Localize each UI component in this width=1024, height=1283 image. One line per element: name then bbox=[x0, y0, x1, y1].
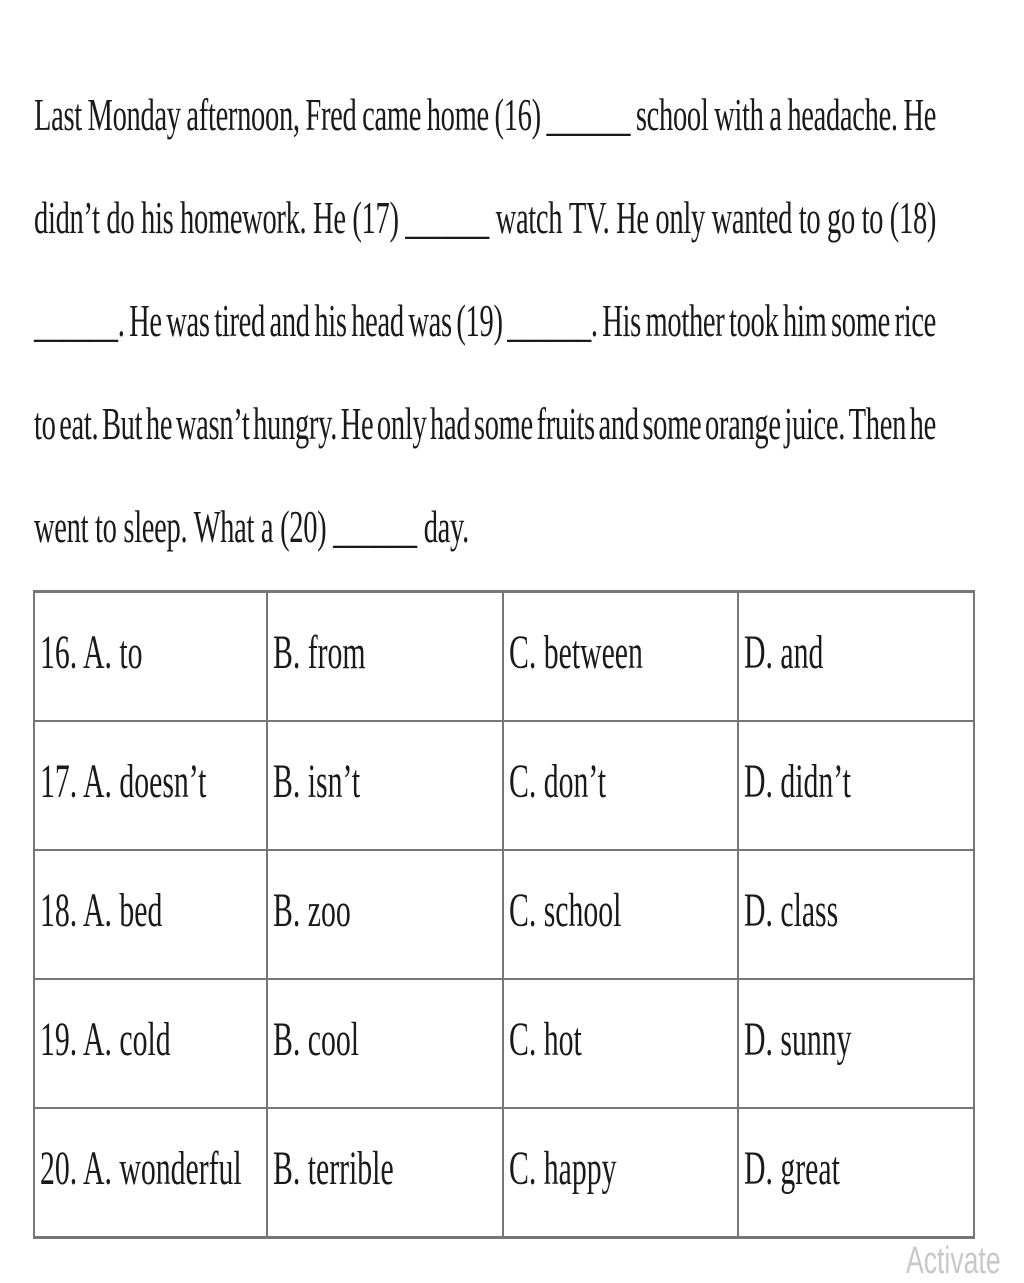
passage-word: homework. bbox=[180, 192, 307, 243]
passage-word: only bbox=[655, 192, 705, 243]
passage-word: him bbox=[783, 295, 827, 346]
table-row bbox=[34, 850, 974, 979]
passage-word: juice. bbox=[784, 398, 846, 449]
option-cell bbox=[34, 592, 267, 722]
passage-word: with bbox=[714, 89, 764, 140]
passage-word: (16) bbox=[494, 89, 541, 140]
option-cell bbox=[267, 979, 503, 1108]
passage-line-2 bbox=[34, 183, 936, 286]
passage-word: Monday bbox=[87, 89, 181, 140]
option-cell bbox=[34, 979, 267, 1108]
passage-line-5: went to sleep. What a (20) ______ day. bbox=[34, 501, 469, 552]
table-row bbox=[34, 979, 974, 1108]
passage-word: rice bbox=[894, 295, 937, 346]
passage-word: some bbox=[642, 398, 702, 449]
passage-word: eat. bbox=[59, 398, 99, 449]
option-text: 18. A. bed bbox=[40, 883, 163, 937]
option-text: D. class bbox=[744, 883, 839, 937]
option-text: C. between bbox=[509, 625, 643, 679]
option-text: 17. A. doesn’t bbox=[40, 754, 207, 808]
option-cell bbox=[738, 592, 974, 722]
option-cell bbox=[267, 850, 503, 979]
passage-word: watch bbox=[495, 192, 563, 243]
option-cell bbox=[34, 850, 267, 979]
option-text: B. terrible bbox=[273, 1141, 394, 1195]
passage-word: fruits bbox=[536, 398, 595, 449]
option-cell bbox=[503, 850, 738, 979]
passage-word: mother bbox=[645, 295, 725, 346]
passage-word: some bbox=[831, 295, 890, 346]
passage-line-3 bbox=[34, 286, 936, 389]
passage-word: he bbox=[909, 398, 936, 449]
passage-word: a bbox=[769, 89, 782, 140]
passage-word: head bbox=[351, 295, 404, 346]
passage-word: ______ bbox=[546, 89, 631, 140]
passage-word: his bbox=[141, 192, 174, 243]
option-cell bbox=[503, 721, 738, 850]
passage-word: took bbox=[728, 295, 779, 346]
option-cell bbox=[267, 1108, 503, 1238]
option-text: D. sunny bbox=[744, 1012, 852, 1066]
option-text: D. great bbox=[744, 1141, 840, 1195]
option-cell bbox=[503, 979, 738, 1108]
passage-word: He bbox=[616, 192, 649, 243]
option-cell bbox=[267, 721, 503, 850]
option-cell bbox=[738, 979, 974, 1108]
passage-word: He bbox=[129, 295, 162, 346]
passage-word: to bbox=[861, 192, 884, 243]
passage-word: orange bbox=[704, 398, 781, 449]
option-text: 16. A. to bbox=[40, 625, 143, 679]
passage-word: wanted bbox=[711, 192, 793, 243]
option-cell bbox=[267, 592, 503, 722]
option-cell bbox=[503, 1108, 738, 1238]
passage-word: But bbox=[101, 398, 143, 449]
table-row bbox=[34, 721, 974, 850]
passage-word: Last bbox=[34, 89, 82, 140]
passage-word: home bbox=[426, 89, 489, 140]
option-cell bbox=[738, 1108, 974, 1238]
option-cell bbox=[34, 1108, 267, 1238]
option-cell bbox=[503, 592, 738, 722]
passage-word: was bbox=[408, 295, 452, 346]
passage-word: headache. bbox=[787, 89, 898, 140]
passage-word: came bbox=[362, 89, 422, 140]
passage-word: TV. bbox=[568, 192, 610, 243]
passage-word: Then bbox=[848, 398, 907, 449]
option-text: D. and bbox=[744, 625, 824, 679]
option-text: B. zoo bbox=[273, 883, 351, 937]
option-text: C. don’t bbox=[509, 754, 607, 808]
passage-line-4 bbox=[34, 389, 936, 492]
passage-word: to bbox=[798, 192, 821, 243]
option-cell bbox=[738, 721, 974, 850]
passage-word: He bbox=[340, 398, 374, 449]
reading-passage bbox=[34, 80, 936, 595]
option-text: B. cool bbox=[273, 1012, 359, 1066]
option-text: 19. A. cold bbox=[40, 1012, 171, 1066]
passage-line-1 bbox=[34, 80, 936, 183]
passage-word: had bbox=[430, 398, 471, 449]
passage-word: ______ bbox=[405, 192, 490, 243]
option-text: B. from bbox=[273, 625, 366, 679]
passage-word: and bbox=[269, 295, 310, 346]
passage-word: His bbox=[602, 295, 641, 346]
passage-word: wasn’t bbox=[175, 398, 250, 449]
option-text: 20. A. wonderful bbox=[40, 1141, 242, 1195]
passage-word: He bbox=[313, 192, 346, 243]
option-text: C. happy bbox=[509, 1141, 617, 1195]
passage-word: do bbox=[106, 192, 135, 243]
option-text: C. hot bbox=[509, 1012, 582, 1066]
passage-word: afternoon, bbox=[186, 89, 300, 140]
passage-word: he bbox=[145, 398, 173, 449]
passage-word: and bbox=[598, 398, 639, 449]
passage-word: his bbox=[314, 295, 347, 346]
passage-word: to bbox=[34, 398, 56, 449]
passage-word: tired bbox=[214, 295, 265, 346]
option-text: B. isn’t bbox=[273, 754, 361, 808]
passage-word: didn’t bbox=[34, 192, 100, 243]
answer-options-table bbox=[33, 590, 975, 1239]
option-cell bbox=[34, 721, 267, 850]
option-text: D. didn’t bbox=[744, 754, 851, 808]
option-cell bbox=[738, 850, 974, 979]
passage-word: go bbox=[826, 192, 855, 243]
passage-word: (19) bbox=[456, 295, 503, 346]
option-text: C. school bbox=[509, 883, 622, 937]
passage-word: ______. bbox=[34, 295, 125, 346]
passage-word: (17) bbox=[352, 192, 399, 243]
passage-word: Fred bbox=[305, 89, 357, 140]
passage-word: some bbox=[473, 398, 533, 449]
passage-word: ______. bbox=[507, 295, 598, 346]
passage-word: hungry. bbox=[253, 398, 338, 449]
passage-word: He bbox=[903, 89, 937, 140]
table-row bbox=[34, 592, 974, 722]
activate-windows-watermark: Activate bbox=[906, 1240, 1001, 1282]
passage-word: school bbox=[635, 89, 709, 140]
passage-word: only bbox=[376, 398, 427, 449]
passage-word: (18) bbox=[889, 192, 937, 243]
table-row bbox=[34, 1108, 974, 1238]
passage-word: was bbox=[166, 295, 210, 346]
